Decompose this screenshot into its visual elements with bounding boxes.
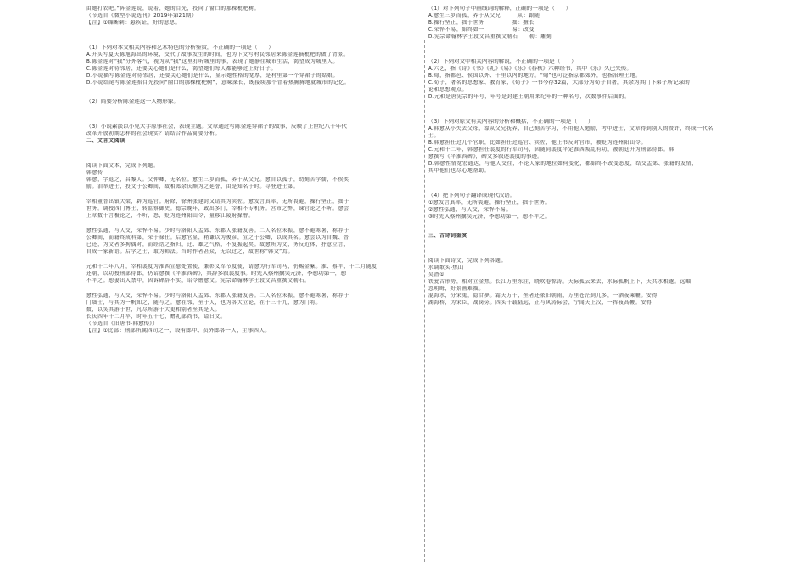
text-line: （2）下列对文中相关内容的解说，不正确的一项是（ ） bbox=[428, 58, 577, 65]
text-line: C.荀子，著名的思想家、教育家，《荀子》一书今存32篇，大部分为荀子自著，其余为其门下弟子所记录的 bbox=[428, 79, 690, 86]
text-line: A.六艺，指《诗》《书》《礼》《易》《乐》《春秋》六种经书，其中《乐》久已失传。 bbox=[428, 65, 633, 72]
text-line: 湖海桥，为宋臣，战岗旁。四头千载陆远，正与风涛际会，宁闻天上汉，一挥夜高鞭。安得 bbox=[428, 299, 652, 306]
text-line: 改革开放初期怎样的社会现实？请结合作品简要分析。 bbox=[86, 130, 221, 137]
text-line: 其中他们也尽心地帮助。 bbox=[428, 167, 490, 174]
text-line: A.韩愈从小失去父母，靠从父兄抚养，自己刻苦学习，不用他人勉励，考中进士，文章得到别人的赞许，终成一代名 bbox=[428, 125, 714, 132]
text-line: （1）下列对本文相关内容和艺术特色的分析鉴赏，不正确的一项是（ ） bbox=[86, 44, 275, 51]
text-line: A.开头写夏天陈旭海出的环境，交代了故事发生的时间，也为下文写村民邻居来陈金莲摘枇杷的做了背景。 bbox=[86, 51, 349, 58]
text-line: 士。 bbox=[428, 132, 440, 139]
text-line: 愈性弘通，与人交，荣悴不易。少时与洛阳人孟郊、东郡人张籍友善。二人名位未振，愈不避寒暑，称荐于 bbox=[86, 292, 349, 299]
text-line: 长庆四年十二月卒，时年五十七，赠礼部尚书，谥曰文。 bbox=[86, 313, 226, 320]
text-line: A.愈生三岁而孤，养于从父兄 从：跟随 bbox=[428, 12, 540, 19]
text-line: 【注】①缫断刺：悬疾证，好的意思。 bbox=[86, 19, 181, 26]
text-line: 世务。调授四门博士，转监察御史。德宗晚年，政出多门，宰相不专机务。宫市之弊，谏官论之不听。愈尝 bbox=[86, 205, 349, 212]
text-line: 励。洎举进士，投文于公卿间，故相郑余庆颇为之延誉，由是知名于时。寻登进士第。 bbox=[86, 183, 299, 190]
text-line: D.小说描写陈金莲对待邻居，还要关心她们是什么，显示她性格的宽厚，是村里第一个穿裙子的姑娘。 bbox=[86, 72, 339, 79]
text-line: 宰相董晋出镇大梁，辟为巡官。府除，徐州张建封又请其为宾佐。愈发言真率，无所畏避，操行坚正，拙于 bbox=[86, 198, 349, 205]
text-line: 水调歌头·焦山 bbox=[428, 264, 464, 271]
left-column bbox=[86, 6, 422, 562]
text-line: 还朝，以功授刑部侍郎，仍诏愈撰《平淮西碑》，其辞多叙裴度事。时先入蔡州擒吴元济，李愬功第一，愬 bbox=[86, 270, 347, 277]
text-line: （4）把下列句子翻译成现代汉语。 bbox=[428, 192, 516, 199]
text-line: （1）对下列句子中画线词的解释，正确的一项是（ ） bbox=[428, 6, 572, 12]
text-line: （节选自《旧唐书·韩愈传》） bbox=[86, 320, 158, 327]
text-line: （节选自《微型小说选刊》2019年第21期） bbox=[86, 12, 197, 19]
text-line: D.宪宗命翰林学士段文昌重撰文勒石 勒：雕刻 bbox=[428, 33, 552, 40]
text-line: （2）简要分析陈金莲这一人物形象。 bbox=[86, 98, 180, 105]
text-line: 由她打农吧。”阵金莲说，说着，她的目光，投向了窗口的那棵枇杷树。 bbox=[86, 6, 260, 12]
text-line: （3）小说素淡以小见大手原事社会，表现主题。文章通过写陈金莲穿裙子的故事，反映了上世纪八十年代 bbox=[86, 123, 347, 130]
text-line: 公卿间，而籍终成科第，荣于禄仕。后愈官显，稍谦以为俊彦，宣之于公卿，以成其名。愈尝以为自魏、晋 bbox=[86, 234, 349, 241]
text-line: 铁瓮古形势，相对立金焦。长江万里东注，晓吹卷惊涛。天际孤云来去，水际孤帆上下，天共水相邈。远岫 bbox=[428, 278, 691, 285]
text-line: B.操行坚正，拙于世务 拙：擅长 bbox=[428, 19, 535, 26]
text-line: C.元和十二年，韩愈担任裴度的行军司马，因随同裴度平定淮西叛乱有功，被朝廷升为刑部侍郎。韩 bbox=[428, 146, 675, 153]
text-line: ①愈发言真率，无所畏避，操行坚正，拙于世务。 bbox=[428, 199, 551, 206]
text-line: C.陈金莲对待邻居，还要关心她们是什么，渴望她们每人都能够过上好日子。 bbox=[86, 65, 277, 72]
text-line: 上章数千言极论之，不听，怒，贬为连州阳山令，量移江陵府掾曹。 bbox=[86, 212, 254, 219]
text-line: 吴潜① bbox=[428, 271, 445, 278]
text-line: 自成一家新语。后学之士，取为师法。当时作者甚众，无以过之，故世称“韩文”焉。 bbox=[86, 248, 294, 255]
text-line: 元和十二年八月，宰相裴度为淮西宣慰处置使，兼彰义军节度使，请愈为行军司马，仍赐金紫。淮、蔡平，十二月随度 bbox=[86, 263, 377, 270]
text-line: 混海水，分宋嵬，隐甘夢。霜天万千，坐者还依旧朝雨，万里苍茫到几多，一洒夜乘鞭。安得 bbox=[428, 292, 658, 299]
text-line: 阅读下面文本，完成下列题。 bbox=[86, 162, 159, 169]
right-column bbox=[428, 6, 764, 562]
text-line: 韩愈，字退之，昌黎人。父仲卿，无名位。愈生三岁而孤，养于从父兄。愈自以孤子，幼刻苦学儒，不俟奖 bbox=[86, 176, 349, 183]
section-heading: 三、古诗词鉴赏 bbox=[428, 232, 468, 239]
text-line: 数，以笑其游于世，凡尽所游于大更相别者至其是人。 bbox=[86, 306, 221, 313]
text-line: B.韩愈担任过几个官职，比如担任过巡官、宾佐，他上书反对宫市，被贬为连州阳山令。 bbox=[428, 139, 647, 146]
text-line: 韩愈传 bbox=[86, 169, 103, 176]
text-line: 阅读下面诗文，完成下列各题。 bbox=[428, 257, 507, 264]
text-line: 门墙士，与其为一帆知之，随与之。愈在邻，至于人，也为各大立论，在于三十九，愈为门将。 bbox=[86, 299, 321, 306]
text-line: ②愈性弘通，与人交，荣悴不易。 bbox=[428, 206, 512, 213]
text-line: 不平之。愬妻出入禁中，因诉碑辞不实，诏令磨愈文。宪宗命翰林学士段文昌重撰文勒石。 bbox=[86, 277, 310, 284]
section-heading: 二、文言文阅读 bbox=[86, 137, 126, 144]
text-line: D.韩愈性情宽宏通达，与他人交往，不论人家的地位如何变化，都始终不改变态度，结交孟郊、张籍的友情， bbox=[428, 160, 697, 167]
column-divider bbox=[424, 40, 425, 562]
text-line: （3）下列对原文有关内容的分析和概括，不正确的一项是（ ） bbox=[428, 118, 594, 125]
text-line: B.陈金莲对“我”分外客气，视为从“我”这里打听城里的事，表现了她静往城市生活，渴望成为城里人。 bbox=[86, 58, 339, 65]
text-line: 愈性弘通，与人交，荣悴不易。少时与洛阳人孟郊、东郡人张籍友善。二人名位未振，愈不避寒暑，称荐于 bbox=[86, 227, 349, 234]
text-line: 愈撰写《平淮西碑》，碑文多叙述裴度的事迹。 bbox=[428, 153, 543, 160]
text-line: D.元和是唐宪宗的年号，年号是封建王朝用来纪年的一种名号，次数事件后面的。 bbox=[428, 93, 630, 100]
text-line: C.荣悴不易，始终如一 易：改变 bbox=[428, 26, 535, 33]
text-line: 忽明晦，好景画难描。 bbox=[428, 285, 484, 292]
text-line: D.小说结尾写陈金莲抬目光投向“窗口的那棵枇杷树”，意味深长，既接续那个冒着热腾腾地就城市的记忆。 bbox=[86, 79, 350, 86]
text-line: 论和思想观点。 bbox=[428, 86, 468, 93]
text-line: ③时先入蔡州擒吴元济，李愬功第一，愬不平之。 bbox=[428, 213, 551, 220]
text-line: 【注】①比部：刑部所属四司之一，设有郎中、员外郎各一人，主事四人。 bbox=[86, 327, 271, 334]
text-line: 已还，为文者多拘偶对，而经诰之指归，迁、雄之气格，不复振起矣。故愈所为文，务反近体，抒意立言， bbox=[86, 241, 349, 248]
text-line: B.甸，指都邑、侯国以外、千里以内的地方。“甸”也可泛指京都郊外，也指治理土地。 bbox=[428, 72, 641, 79]
